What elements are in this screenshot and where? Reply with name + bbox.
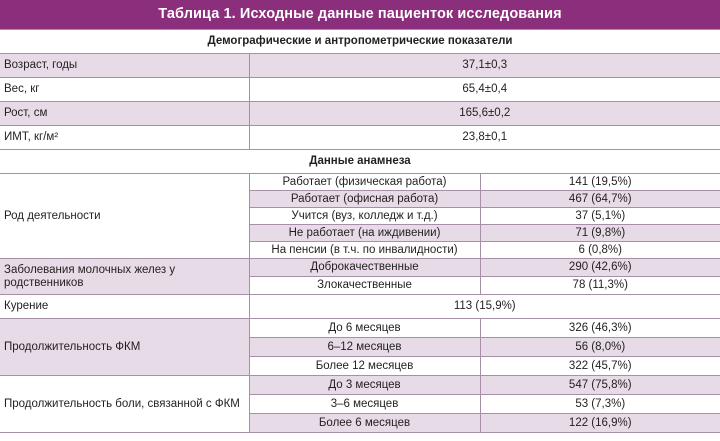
group-label-occupation: Род деятельности [0,174,249,259]
row-label: Возраст, годы [0,54,249,78]
subrow-value: 122 (16,9%) [480,414,720,433]
subrow-label: До 6 месяцев [249,319,480,338]
subrow-value: 467 (64,7%) [480,191,720,208]
row-label-smoking: Курение [0,295,249,319]
subrow-label: Более 12 месяцев [249,357,480,376]
subrow-value: 78 (11,3%) [480,277,720,295]
row-value: 113 (15,9%) [249,295,720,319]
table-row [0,54,720,78]
row-value: 165,6±0,2 [249,102,720,126]
subrow-value: 547 (75,8%) [480,376,720,395]
table-row [0,78,720,102]
group-label-pain-duration: Продолжительность боли, связанной с ФКМ [0,376,249,433]
subrow-label: До 3 месяцев [249,376,480,395]
subrow-label: Злокачественные [249,277,480,295]
table-row [0,126,720,150]
table-row [0,376,720,395]
subrow-value: 326 (46,3%) [480,319,720,338]
section-heading: Данные анамнеза [0,150,720,174]
table-row [0,102,720,126]
row-label: ИМТ, кг/м² [0,126,249,150]
subrow-value: 71 (9,8%) [480,225,720,242]
row-value: 65,4±0,4 [249,78,720,102]
subrow-value: 6 (0,8%) [480,242,720,259]
subrow-label: На пенсии (в т.ч. по инвалидности) [249,242,480,259]
subrow-value: 141 (19,5%) [480,174,720,191]
table-row [0,319,720,338]
table-row [0,174,720,191]
subrow-label: Работает (офисная работа) [249,191,480,208]
subrow-value: 290 (42,6%) [480,259,720,277]
subrow-label: Доброкачественные [249,259,480,277]
row-value: 37,1±0,3 [249,54,720,78]
row-label: Вес, кг [0,78,249,102]
row-value: 23,8±0,1 [249,126,720,150]
subrow-value: 322 (45,7%) [480,357,720,376]
subrow-label: Работает (физическая работа) [249,174,480,191]
subrow-value: 56 (8,0%) [480,338,720,357]
subrow-label: Более 6 месяцев [249,414,480,433]
subrow-value: 37 (5,1%) [480,208,720,225]
section-header-demographics [0,30,720,54]
group-label-fkm-duration: Продолжительность ФКМ [0,319,249,376]
section-header-anamnesis [0,150,720,174]
subrow-value: 53 (7,3%) [480,395,720,414]
patient-data-table [0,29,720,433]
group-label-family-history: Заболевания молочных желез у родственников [0,259,249,295]
subrow-label: Учится (вуз, колледж и т.д.) [249,208,480,225]
row-label: Рост, см [0,102,249,126]
table-row [0,259,720,277]
subrow-label: Не работает (на иждивении) [249,225,480,242]
subrow-label: 3–6 месяцев [249,395,480,414]
table-row [0,295,720,319]
table-title: Таблица 1. Исходные данные пациенток исследования [0,0,720,29]
subrow-label: 6–12 месяцев [249,338,480,357]
section-heading: Демографические и антропометрические показатели [0,30,720,54]
